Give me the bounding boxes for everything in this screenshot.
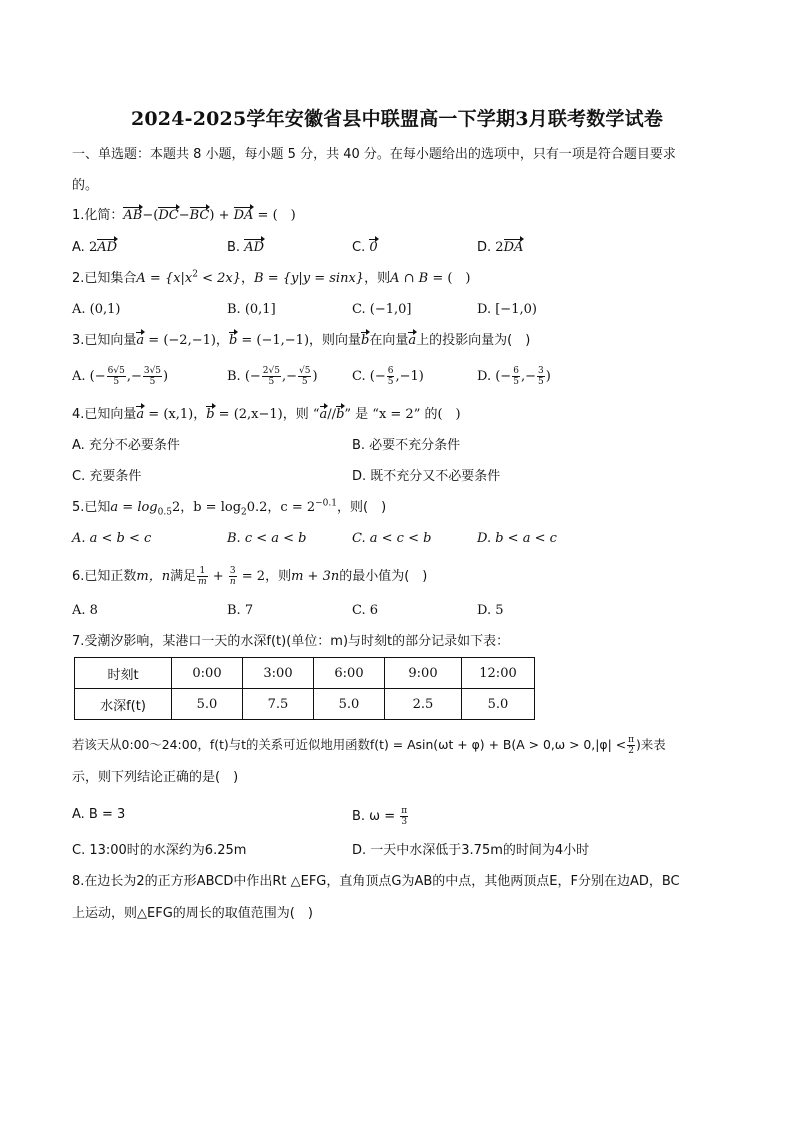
q5-text: 5.已知 (72, 500, 111, 515)
q3-option-c[interactable] (352, 366, 424, 387)
q4-option-b[interactable]: B. 必要不充分条件 (352, 438, 461, 453)
q6-text: = 2，则 (237, 569, 292, 584)
parallel-symbol: // (327, 407, 337, 422)
q1-option-b[interactable] (227, 239, 264, 257)
question-4-stem (72, 406, 461, 424)
fraction (143, 366, 162, 387)
question-2-stem (72, 270, 471, 288)
table-cell: 0:00 (172, 658, 243, 689)
option-label: B. (− (227, 369, 261, 384)
vector-da: DA (233, 208, 254, 223)
vector-a: a (319, 407, 328, 422)
denominator: 5 (513, 377, 519, 387)
option-label: B. ω = (352, 809, 400, 824)
q2-option-b[interactable]: B. (0,1] (227, 302, 276, 317)
paren: ) (163, 369, 169, 384)
fraction (262, 366, 281, 387)
table-cell: 7.5 (243, 689, 314, 720)
question-1-stem (72, 207, 296, 225)
fraction (400, 806, 408, 827)
denominator: 5 (149, 377, 156, 387)
table-cell: 5.0 (314, 689, 385, 720)
plus: + (208, 569, 228, 584)
vector-b: b (361, 333, 370, 348)
numerator: π (628, 735, 635, 745)
fraction (627, 735, 635, 756)
table-cell: 2.5 (385, 689, 462, 720)
q2-option-d[interactable]: D. [−1,0) (477, 302, 537, 317)
vector-b: b (228, 333, 238, 348)
question-7-ask: 示，则下列结论正确的是( ) (72, 770, 239, 785)
numerator: 2√5 (262, 366, 280, 376)
section-heading: 一、单选题：本题共 8 小题，每小题 5 分，共 40 分。在每小题给出的选项中，只有一项是符合题目要求 (72, 147, 676, 162)
denominator: 5 (387, 377, 394, 387)
fraction (229, 566, 237, 587)
denominator: 5 (113, 377, 120, 387)
q2-text: ，则 (364, 271, 391, 286)
q3-text: 3.已知向量 (72, 333, 137, 348)
vector-bc: BC (189, 208, 210, 223)
q7-option-a[interactable]: A. B = 3 (72, 807, 126, 822)
vector-a: a (136, 407, 145, 422)
q5-text: ，则( ) (337, 500, 387, 515)
zero-vector: 0 (369, 240, 378, 255)
question-8-stem: 8.在边长为2的正方形ABCD中作出Rt △EFG，直角顶点G为AB的中点，其他两顶点E，F分别在边AD，BC (72, 874, 680, 889)
q3-option-b[interactable] (227, 366, 318, 387)
q5-option-c[interactable]: C. a < c < b (352, 531, 432, 546)
vector-dc: DC (158, 208, 179, 223)
q6-vars: m，n (136, 569, 171, 584)
q5-option-a[interactable]: A. a < b < c (72, 531, 152, 546)
vector-a: a (408, 333, 417, 348)
separator: ,− (520, 369, 536, 384)
q4-option-d[interactable]: D. 既不充分又不必要条件 (352, 469, 501, 484)
section-heading-cont: 的。 (72, 178, 99, 193)
fraction (537, 366, 545, 387)
numerator: 6√5 (107, 366, 125, 376)
q7-option-c[interactable]: C. 13:00时的水深约为6.25m (72, 843, 247, 858)
vector-b: b (206, 407, 215, 422)
q3-text: 在向量 (369, 333, 409, 348)
numerator: π (401, 806, 408, 816)
q4-text: = (x,1)， (144, 407, 207, 422)
fraction (387, 366, 395, 387)
vector-a: a (136, 333, 145, 348)
q5-option-b[interactable]: B. c < a < b (227, 531, 307, 546)
table-cell: 时刻t (75, 658, 172, 689)
q2-set-b: B = {y|y = sinx} (254, 271, 365, 286)
q4-text: = (2,x−1)，则 “ (214, 407, 320, 422)
option-label: C. (352, 240, 370, 255)
q5-option-d[interactable]: D. b < a < c (477, 531, 557, 546)
q2-exponent: 2 (192, 269, 198, 280)
q1-prefix: 1.化简： (72, 208, 124, 223)
q6-text: 的最小值为( ) (339, 569, 428, 584)
q7-option-d[interactable]: D. 一天中水深低于3.75m的时间为4小时 (352, 843, 590, 858)
q5-b-def: 2，b = log (171, 500, 242, 515)
separator: ,− (126, 369, 142, 384)
table-row (75, 658, 535, 689)
q6-option-c[interactable]: C. 6 (352, 603, 379, 618)
numerator: 1 (197, 566, 208, 577)
denominator: n (229, 577, 236, 587)
q1-option-d[interactable] (477, 239, 523, 257)
q4-option-c[interactable]: C. 充要条件 (72, 469, 142, 484)
log-base: 0.5 (157, 507, 172, 518)
table-cell: 6:00 (314, 658, 385, 689)
separator: ,−1) (395, 369, 424, 384)
q1-tail: = ( ) (253, 208, 296, 223)
q2-set-a-end: < 2x} (198, 271, 242, 286)
option-label: D. (477, 240, 496, 255)
table-cell: 5.0 (172, 689, 243, 720)
option-label: C. (− (352, 369, 386, 384)
table-row (75, 689, 535, 720)
question-7-stem: 7.受潮汐影响，某港口一天的水深f(t)(单位：m)与时刻t的部分记录如下表： (72, 634, 510, 649)
table-cell: 9:00 (385, 658, 462, 689)
q4-text: 4.已知向量 (72, 407, 137, 422)
fraction (298, 366, 311, 387)
q3-text: = (−2,−1)， (144, 333, 229, 348)
denominator: 3 (401, 817, 408, 827)
table-cell: 3:00 (243, 658, 314, 689)
q7-option-b[interactable] (352, 806, 409, 827)
q1-op: − (178, 208, 190, 223)
numerator: 3 (537, 366, 544, 376)
table-cell: 12:00 (462, 658, 535, 689)
q1-op: ) + (209, 208, 234, 223)
table-cell: 5.0 (462, 689, 535, 720)
q5-c-def: 0.2，c = 2 (246, 500, 316, 515)
q1-op: −( (142, 208, 159, 223)
question-6-stem (72, 566, 427, 587)
question-7-condition (72, 735, 666, 756)
log-base: 2 (241, 507, 247, 518)
vector-da: DA (503, 240, 524, 255)
table-cell: 水深f(t) (75, 689, 172, 720)
paren: ) (312, 369, 318, 384)
option-coef: 2 (88, 240, 98, 255)
vector-ad: AD (97, 240, 118, 255)
q1-option-a[interactable] (72, 239, 117, 257)
question-8-stem-cont: 上运动，则△EFG的周长的取值范围为( ) (72, 906, 313, 921)
q2-intersection: A ∩ B (390, 271, 429, 286)
q3-text: = (−1,−1)，则向量 (237, 333, 362, 348)
q3-option-a[interactable] (72, 366, 168, 387)
numerator: 3 (229, 566, 236, 576)
option-label: A. (− (72, 369, 106, 384)
tide-table (74, 657, 535, 720)
q6-option-b[interactable]: B. 7 (227, 603, 254, 618)
q4-option-a[interactable]: A. 充分不必要条件 (72, 438, 180, 453)
q2-option-a[interactable]: A. (0,1) (72, 302, 121, 317)
vector-ab: AB (123, 208, 143, 223)
q7-text: 若该天从0:00～24:00，f(t)与t的关系可近似地用函数f(t) = Asin(ωt + φ) + B(A > 0,ω > 0,|φ| < (72, 737, 627, 752)
page-title: 2024-2025学年安徽省县中联盟高一下学期3月联考数学试卷 (130, 108, 664, 130)
q1-option-c[interactable] (352, 239, 378, 257)
option-coef: 2 (495, 240, 504, 255)
separator: ,− (281, 369, 298, 384)
q6-text: 满足 (170, 569, 197, 584)
exponent: −0.1 (315, 498, 337, 509)
q2-option-c[interactable]: C. (−1,0] (352, 302, 412, 317)
q6-text: 6.已知正数 (72, 569, 137, 584)
q2-set-a: A = {x|x (136, 271, 193, 286)
q7-text: )来表 (636, 737, 666, 752)
numerator: 6 (387, 366, 394, 376)
q6-option-a[interactable]: A. 8 (72, 603, 98, 618)
denominator: m (198, 577, 207, 587)
fraction (512, 366, 520, 387)
q2-tail: = ( ) (428, 271, 471, 286)
denominator: 2 (628, 746, 634, 756)
q5-a-def: a = log (110, 500, 158, 515)
q3-option-d[interactable] (477, 366, 551, 387)
q2-text: 2.已知集合 (72, 271, 137, 286)
option-label: D. (− (477, 369, 512, 384)
q4-text: ” 是 “x = 2” 的( ) (344, 407, 461, 422)
numerator: 3√5 (143, 366, 162, 376)
question-3-stem (72, 332, 530, 350)
fraction (197, 566, 208, 587)
question-5-stem (72, 499, 386, 517)
q3-text: 上的投影向量为( ) (416, 333, 531, 348)
q6-expression: m + 3n (291, 569, 340, 584)
option-label: B. (227, 240, 245, 255)
q2-text: ， (241, 271, 255, 286)
q6-option-d[interactable]: D. 5 (477, 603, 504, 618)
vector-ad: AD (244, 240, 264, 255)
fraction (107, 366, 126, 387)
option-label: A. (72, 240, 89, 255)
denominator: 5 (301, 377, 308, 387)
vector-b: b (336, 407, 345, 422)
paren: ) (545, 369, 551, 384)
denominator: 5 (537, 377, 544, 387)
numerator: 6 (513, 366, 519, 376)
denominator: 5 (268, 377, 275, 387)
numerator: √5 (299, 366, 311, 376)
